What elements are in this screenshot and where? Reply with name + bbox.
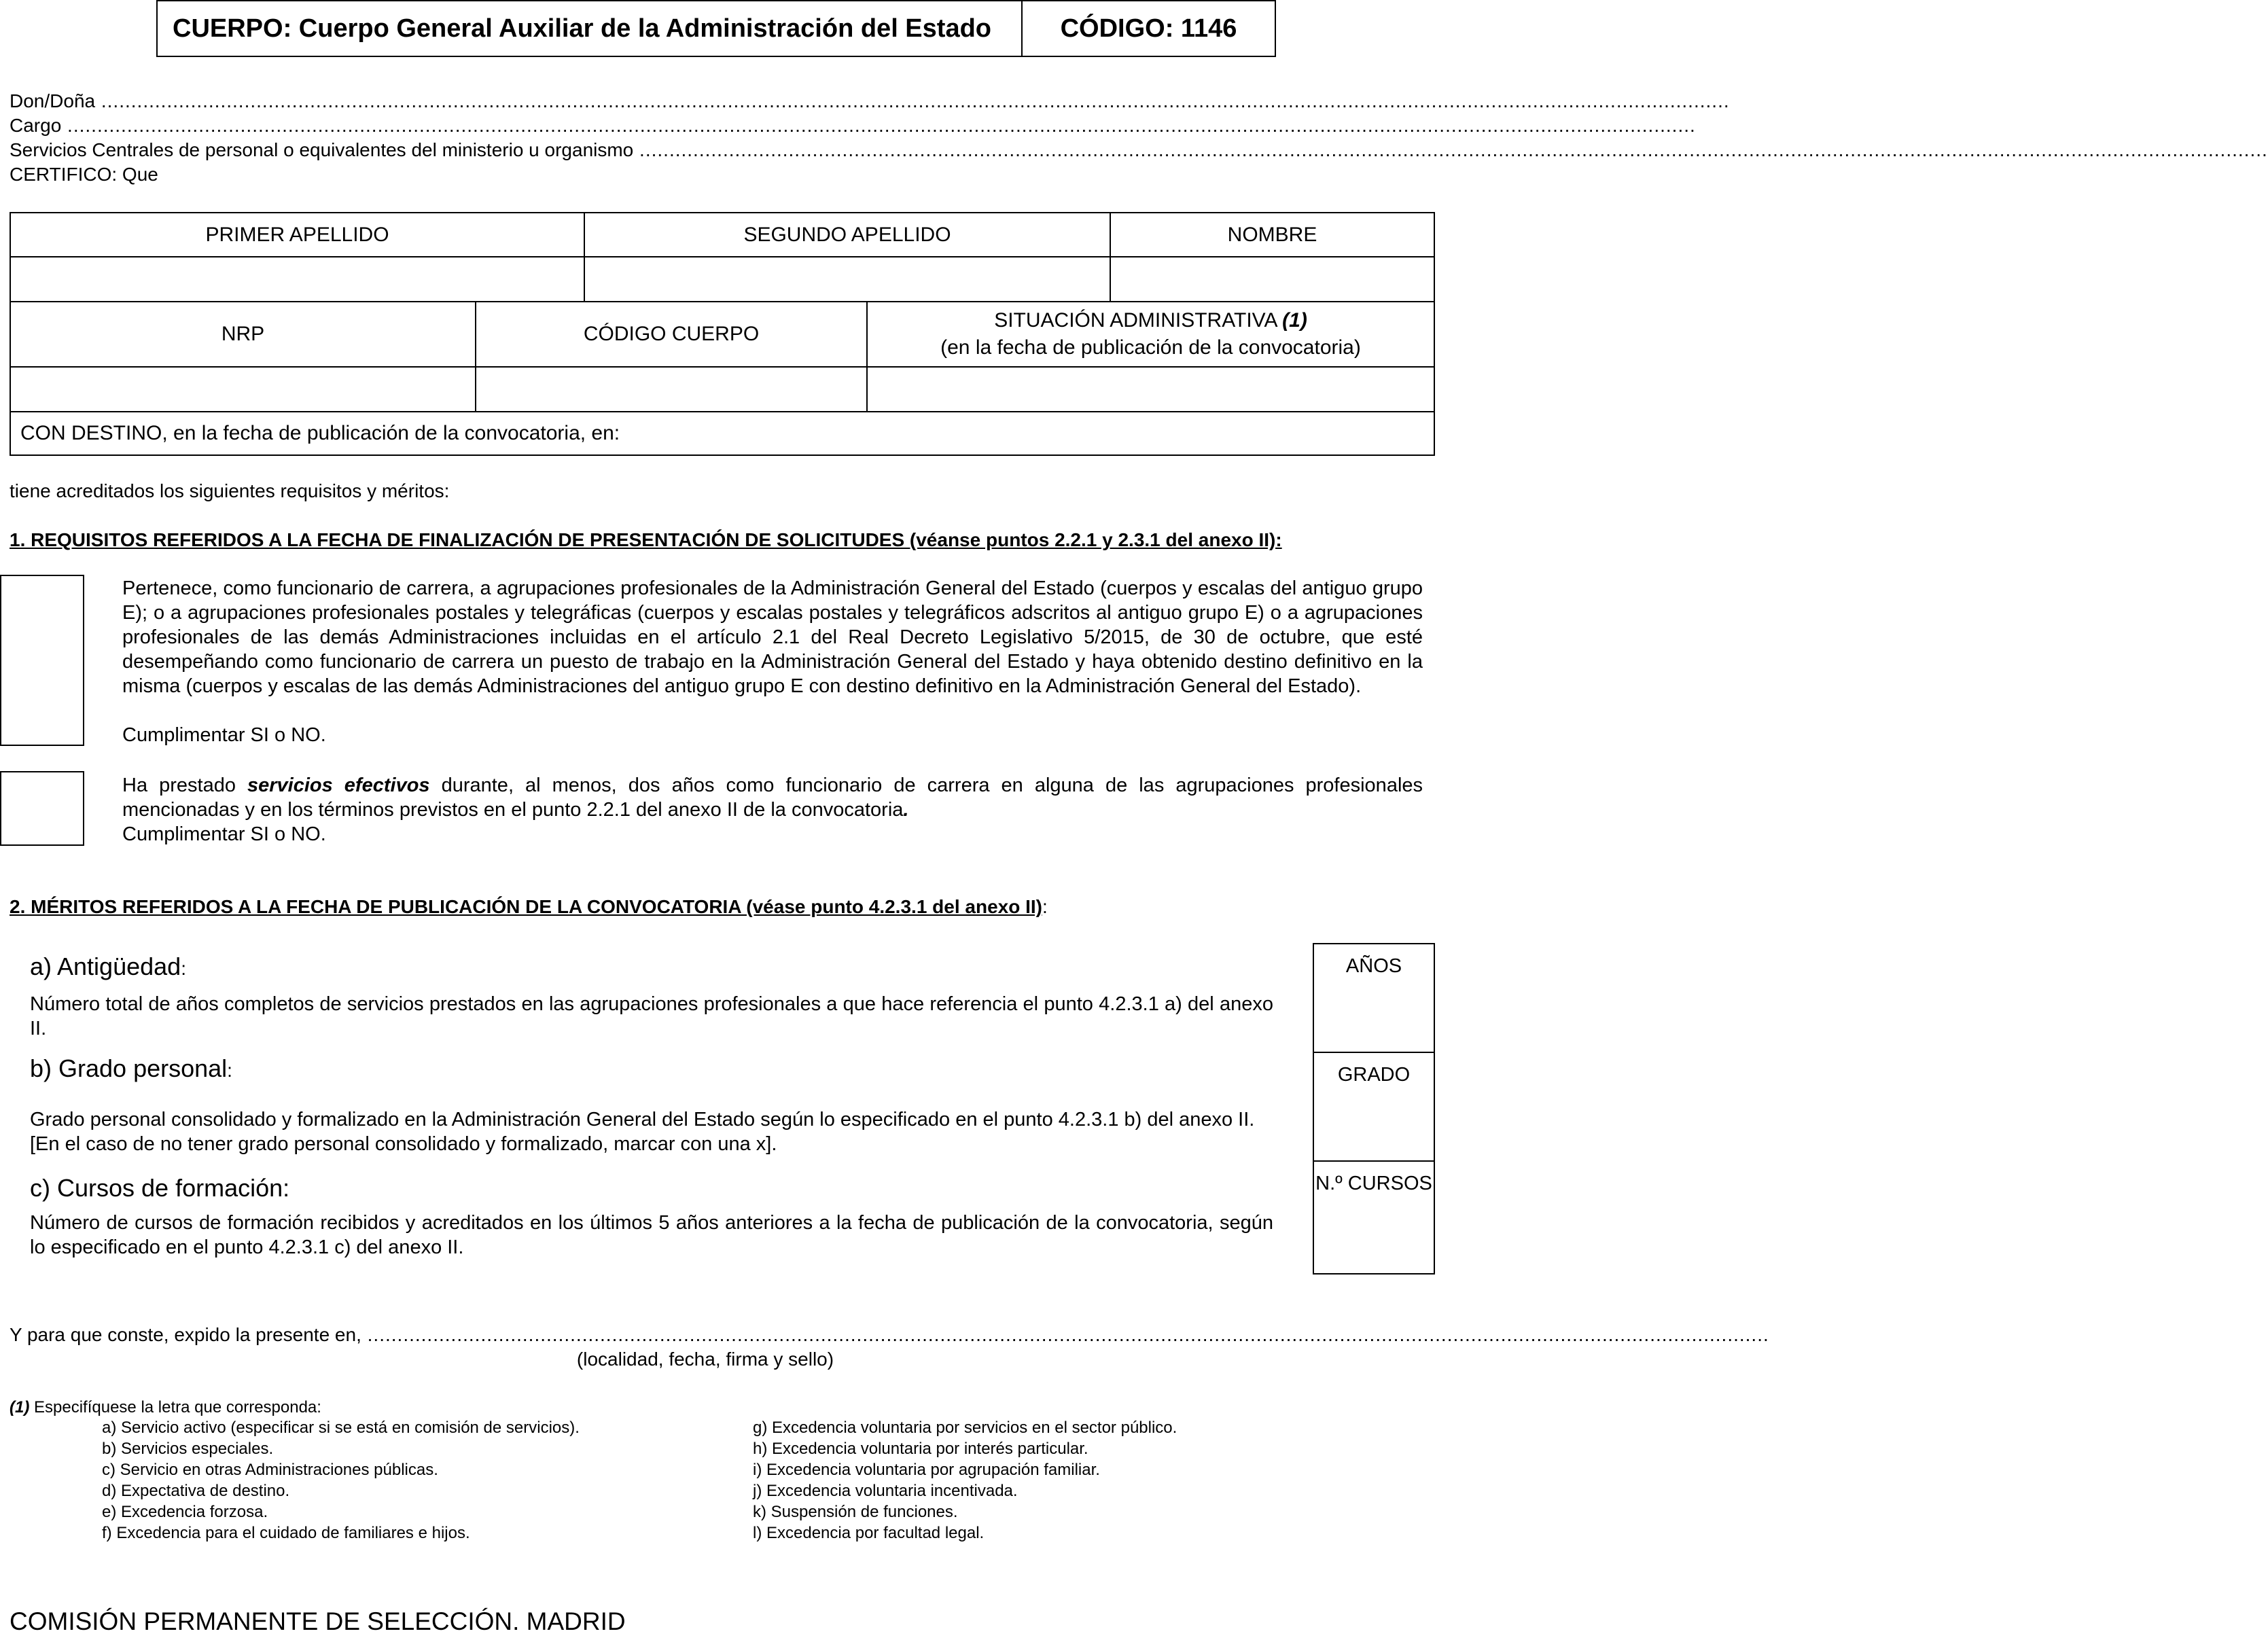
antiguedad-title: a) Antigüedad — [30, 952, 181, 980]
nombre-field[interactable] — [1111, 257, 1434, 301]
grado-heading — [30, 1054, 232, 1083]
grado-title: b) Grado personal — [30, 1054, 228, 1082]
situacion-field[interactable] — [868, 368, 1434, 411]
certifico-label: CERTIFICO: Que — [10, 164, 158, 185]
section2-title-wrap — [10, 895, 1048, 919]
situacion-footnote-ref: (1) — [1282, 309, 1307, 332]
cargo-line[interactable]: Cargo ................................................................................................................................................................................................................................................................................. — [10, 115, 1696, 136]
footnote-item: k) Suspensión de funciones. — [753, 1503, 958, 1521]
closing-text: Y para que conste, expido la presente en, — [10, 1324, 361, 1345]
don-label: Don/Doña — [10, 90, 96, 111]
req2-text-post: durante, al menos, dos años como funcionario de carrera en alguna de las agrupaciones profesionales mencionadas y en los términos previstos en el punto 2.2.1 del anexo II de la convocatoria — [122, 774, 1423, 821]
footnote-ref: (1) — [10, 1398, 30, 1416]
segundo-apellido-field[interactable] — [585, 257, 1111, 301]
footnote-item: c) Servicio en otras Administraciones públicas. — [102, 1461, 438, 1479]
footnote-item: a) Servicio activo (especificar si se está en comisión de servicios). — [102, 1419, 580, 1437]
codigo-cuerpo-field[interactable] — [476, 368, 868, 411]
personal-data-grid — [10, 212, 1435, 456]
con-destino-label: CON DESTINO, en la fecha de publicación de la convocatoria, en: — [20, 422, 620, 444]
intro-text: tiene acreditados los siguientes requisitos y méritos: — [10, 480, 450, 501]
anos-label: AÑOS — [1345, 955, 1402, 977]
situacion-header — [868, 302, 1434, 366]
cargo-label: Cargo — [10, 115, 62, 136]
antiguedad-heading — [30, 952, 186, 981]
req1-text: Pertenece, como funcionario de carrera, a agrupaciones profesionales de la Administración General del Estado (cuerpos y escalas del antiguo grupo E); o a agrupaciones profesionales postales y telegráficas (cuerpos y escalas postales y telegráficos adscritos al antiguo grupo E) o a agrupaciones profesionales de las demás Administraciones incluidas en el artículo 2.1 del Real Decreto Legislativo 5/2015, de 30 de octubre, que esté desempeñando como funcionario de carrera un puesto de trabajo en la Administración General del Estado y haya obtenido destino definitivo en la misma (cuerpos y escalas de las demás Administraciones del antiguo grupo E con destino definitivo en la Administración General del Estado). — [122, 577, 1423, 697]
section2-title: 2. MÉRITOS REFERIDOS A LA FECHA DE PUBLICACIÓN DE LA CONVOCATORIA (véase punto 4.2.3.1 del anexo II) — [10, 896, 1042, 917]
req2-checkbox[interactable] — [0, 771, 84, 846]
req2-emphasis: servicios efectivos — [247, 774, 430, 796]
cursos-text: Número de cursos de formación recibidos y acreditados en los últimos 5 años anteriores a la fecha de publicación de la convocatoria, según lo especificado en el punto 4.2.3.1 c) del anexo II. — [30, 1212, 1273, 1258]
situacion-label: SITUACIÓN ADMINISTRATIVA — [994, 309, 1277, 332]
req1-checkbox[interactable] — [0, 575, 84, 746]
closing-line[interactable]: Y para que conste, expido la presente en, ........................................................................................................................................................................................................................................... — [10, 1324, 1769, 1345]
grado-text1: Grado personal consolidado y formalizado en la Administración General del Estado según lo especificado en el punto 4.2.3.1 b) del anexo II. — [30, 1109, 1255, 1130]
req2-note: Cumplimentar SI o NO. — [122, 823, 326, 845]
con-destino-field[interactable] — [11, 412, 1434, 454]
footnote-item: e) Excedencia forzosa. — [102, 1503, 268, 1521]
cursos-title: c) Cursos de formación: — [30, 1174, 290, 1202]
footnote-left-list — [102, 1417, 580, 1544]
section1-title: 1. REQUISITOS REFERIDOS A LA FECHA DE FINALIZACIÓN DE PRESENTACIÓN DE SOLICITUDES (véanse puntos 2.2.1 y 2.3.1 del anexo II): — [10, 529, 1282, 550]
antiguedad-colon: : — [181, 958, 186, 979]
req2-dot: . — [903, 799, 909, 821]
footnote-item: g) Excedencia voluntaria por servicios en el sector público. — [753, 1419, 1177, 1437]
footnote-item: d) Expectativa de destino. — [102, 1482, 290, 1500]
servicios-label: Servicios Centrales de personal o equivalentes del ministerio u organismo — [10, 139, 634, 160]
footnote-item: h) Excedencia voluntaria por interés particular. — [753, 1440, 1088, 1458]
closing-sub: (localidad, fecha, firma y sello) — [576, 1349, 834, 1370]
nombre-header: NOMBRE — [1227, 223, 1317, 246]
antiguedad-text: Número total de años completos de servicios prestados en las agrupaciones profesionales a que hace referencia el punto 4.2.3.1 a) del anexo II. — [30, 993, 1273, 1039]
req1-note: Cumplimentar SI o NO. — [122, 724, 326, 746]
grado-text2: [En el caso de no tener grado personal consolidado y formalizado, marcar con una x]. — [30, 1133, 777, 1155]
situacion-sublabel: (en la fecha de publicación de la convocatoria) — [940, 336, 1361, 359]
footnote-item: j) Excedencia voluntaria incentivada. — [753, 1482, 1018, 1500]
merits-box — [1313, 943, 1435, 1274]
cursos-field[interactable] — [1314, 1162, 1434, 1273]
grado-field[interactable] — [1314, 1053, 1434, 1162]
footnote-item: i) Excedencia voluntaria por agrupación familiar. — [753, 1461, 1100, 1479]
nrp-field[interactable] — [11, 368, 476, 411]
footer-commission: COMISIÓN PERMANENTE DE SELECCIÓN. MADRID — [10, 1607, 626, 1635]
header-box — [156, 0, 1276, 57]
codigo-title: CÓDIGO: 1146 — [1060, 14, 1237, 43]
cursos-label: N.º CURSOS — [1315, 1173, 1432, 1194]
segundo-apellido-header: SEGUNDO APELLIDO — [585, 213, 1111, 256]
grado-label: GRADO — [1337, 1064, 1411, 1086]
primer-apellido-header: PRIMER APELLIDO — [11, 213, 585, 256]
cuerpo-title: CUERPO: Cuerpo General Auxiliar de la Administración del Estado — [158, 1, 1023, 56]
grado-colon: : — [227, 1060, 232, 1081]
section2-title-colon: : — [1042, 896, 1048, 917]
footnote-item: f) Excedencia para el cuidado de familiares e hijos. — [102, 1524, 470, 1542]
footnote-item: l) Excedencia por facultad legal. — [753, 1524, 985, 1542]
don-line[interactable]: Don/Doña ................................................................................................................................................................................................................................................................................. — [10, 90, 1730, 111]
req2-text-pre: Ha prestado — [122, 774, 248, 796]
codigo-cuerpo-header: CÓDIGO CUERPO — [476, 302, 868, 366]
primer-apellido-field[interactable] — [11, 257, 585, 301]
servicios-line[interactable]: Servicios Centrales de personal o equivalentes del ministerio u organismo ................................................................................................................................................................................................................................................................................. — [10, 139, 2268, 160]
anos-field[interactable] — [1314, 944, 1434, 1053]
req2-text — [122, 773, 1423, 822]
nrp-header: NRP — [11, 302, 476, 366]
footnote-right-list — [753, 1417, 1177, 1544]
footnote-item: b) Servicios especiales. — [102, 1440, 274, 1458]
footnote-intro — [10, 1397, 321, 1418]
footnote-intro-text: Especifíquese la letra que corresponda: — [34, 1398, 321, 1416]
